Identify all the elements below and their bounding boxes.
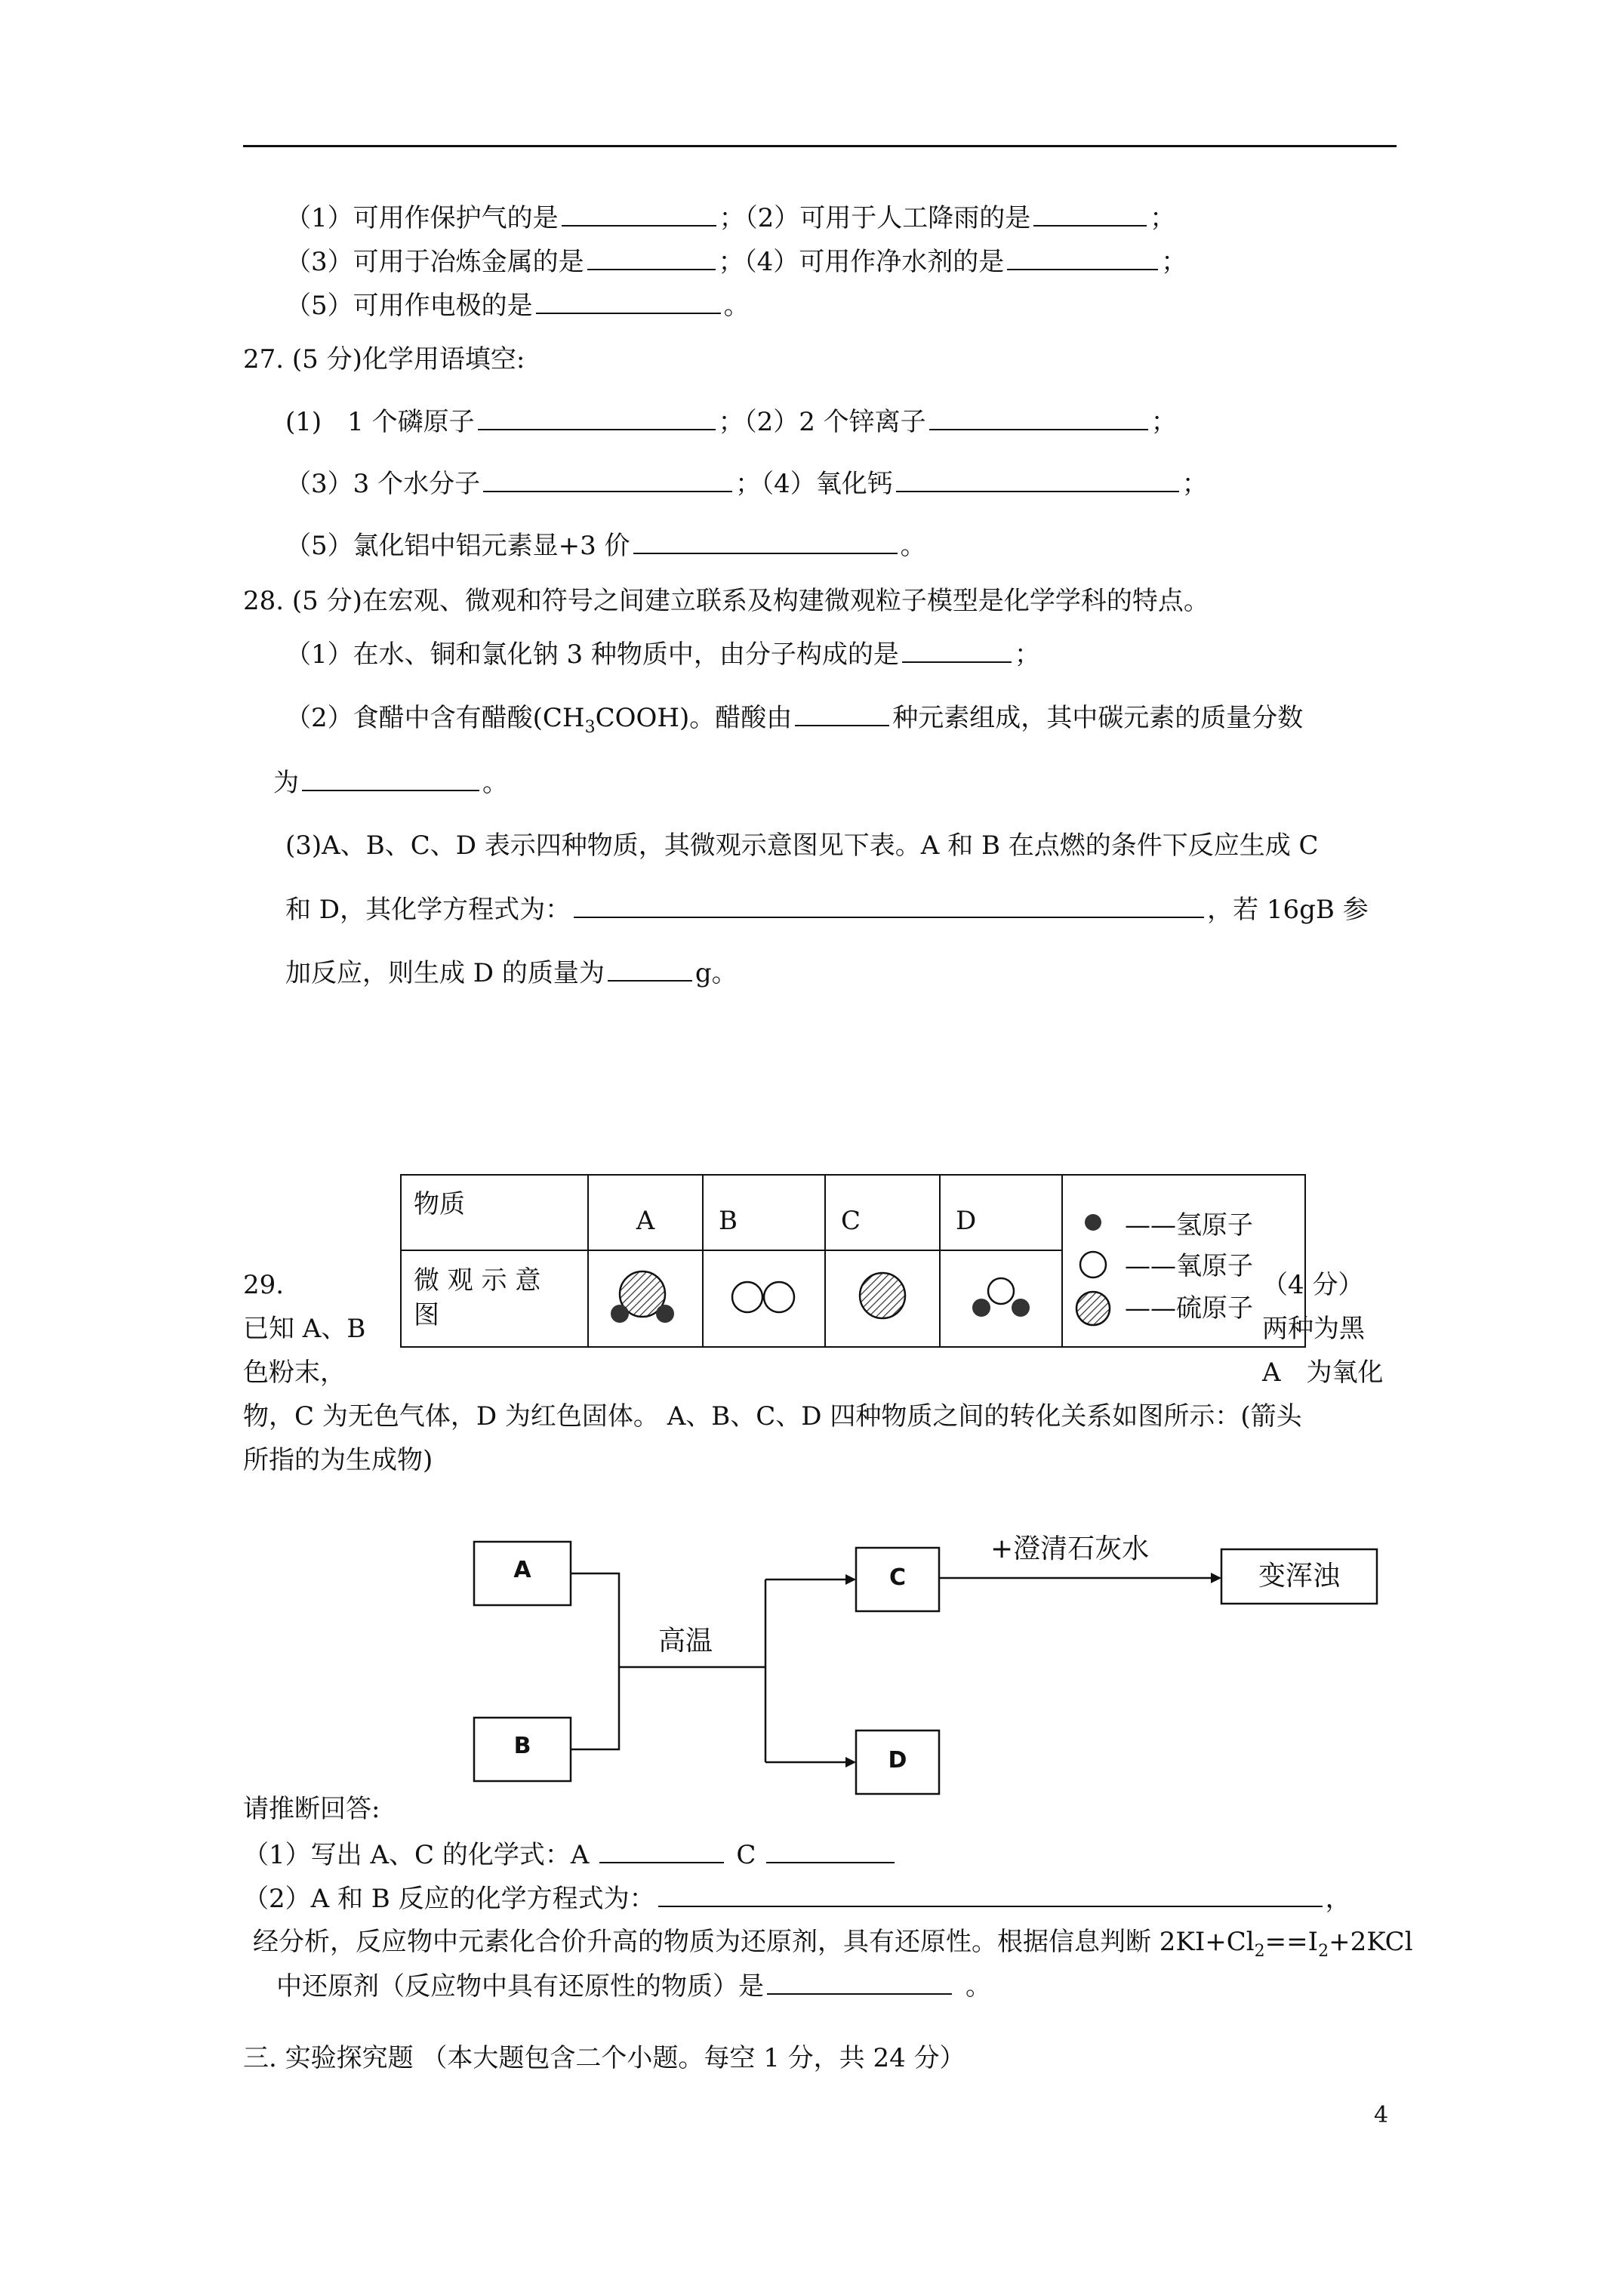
q29-line3-right: A 为氧化: [1262, 1358, 1384, 1388]
answer-blank[interactable]: [658, 1883, 1323, 1907]
q27-line2: （3）3 个水分子 ；（4）氧化钙 ；: [285, 469, 1208, 499]
row-micro-label: 微 观 示 意 图: [401, 1250, 588, 1347]
legend-oxygen: ——氧原子: [1125, 1251, 1253, 1281]
flow-result: 变浑浊: [1258, 1561, 1340, 1592]
flow-condition: 高温: [658, 1626, 713, 1657]
q28-line2: （2）食醋中含有醋酸$(CH_3COOH)$。醋酸由 种元素组成，其中碳元素的质量分数: [285, 703, 1304, 737]
page-number: 4: [1374, 2102, 1389, 2128]
q28-line4: (3)A、B、C、D 表示四种物质，其微观示意图见下表。A 和 B 在点燃的条件下反应生成 C: [285, 831, 1319, 861]
header-c: C: [825, 1175, 940, 1250]
flow-box-b: B: [513, 1733, 531, 1759]
q29-sub4: 中还原剂（反应物中具有还原性的物质）是 。: [276, 1971, 991, 2002]
header-d: D: [940, 1175, 1062, 1250]
q29-line5: 所指的为生成物): [243, 1445, 433, 1475]
flow-box-d: D: [888, 1747, 907, 1774]
flow-reagent: +澄清石灰水: [990, 1533, 1150, 1564]
q26-line2: （3）可用于冶炼金属的是 ；（4）可用作净水剂的是 ；: [285, 247, 1187, 277]
q29-ask: 请推断回答:: [243, 1794, 380, 1824]
q28-line6: 加反应，则生成 D 的质量为 g。: [285, 958, 738, 988]
q29-sub3: 经分析，反应物中元素化合价升高的物质为还原剂，具有还原性。根据信息判断 $2KI+Cl_2==I_2+2KCl$: [253, 1927, 1413, 1961]
q29-line2-right: 两种为黑: [1262, 1314, 1365, 1344]
q26-line3: （5）可用作电极的是 。: [285, 291, 750, 321]
answer-blank[interactable]: [767, 1971, 952, 1995]
header-a: A: [588, 1175, 703, 1250]
flow-box-c: C: [888, 1564, 907, 1591]
q28-line5: 和 D，其化学方程式为： ，若 16gB 参: [285, 895, 1369, 925]
q29-sub1: （1）写出 A、C 的化学式：A C: [243, 1839, 898, 1871]
q29-score: （4 分）: [1262, 1270, 1364, 1300]
answer-blank[interactable]: [599, 1839, 724, 1863]
answer-blank[interactable]: [766, 1839, 895, 1863]
header-substance: 物质: [401, 1175, 588, 1250]
q28-line3: 为 。: [273, 768, 508, 798]
flow-box-a: A: [513, 1557, 531, 1583]
q26-line1: （1）可用作保护气的是 ；（2）可用于人工降雨的是 ；: [285, 203, 1176, 233]
q27-line1: (1) 1 个磷原子 ；（2）2 个锌离子 ；: [285, 407, 1177, 437]
q28-line1: （1）在水、铜和氯化钠 3 种物质中，由分子构成的是 ；: [285, 639, 1040, 670]
header-b: B: [703, 1175, 825, 1250]
legend-sulfur: ——硫原子: [1125, 1293, 1253, 1324]
legend-hydrogen: ——氢原子: [1125, 1210, 1253, 1240]
q29-sub2: （2）A 和 B 反应的化学方程式为： ，: [243, 1884, 1351, 1914]
q29-line3-left: 色粉末，: [243, 1358, 346, 1388]
q28-title: 28. (5 分)在宏观、微观和符号之间建立联系及构建微观粒子模型是化学学科的特点。: [243, 586, 1209, 616]
section3-heading: 三. 实验探究题 （本大题包含二个小题。每空 1 分，共 24 分）: [243, 2043, 965, 2073]
q29-line4: 物，C 为无色气体，D 为红色固体。 A、B、C、D 四种物质之间的转化关系如图所示：(箭头: [243, 1401, 1302, 1432]
q27-title: 27. (5 分)化学用语填空:: [243, 344, 525, 374]
q29-line2-left: 已知 A、B: [243, 1314, 366, 1344]
q29-number: 29.: [243, 1270, 285, 1300]
q27-line3: （5）氯化铝中铝元素显+3 价 。: [285, 531, 926, 561]
